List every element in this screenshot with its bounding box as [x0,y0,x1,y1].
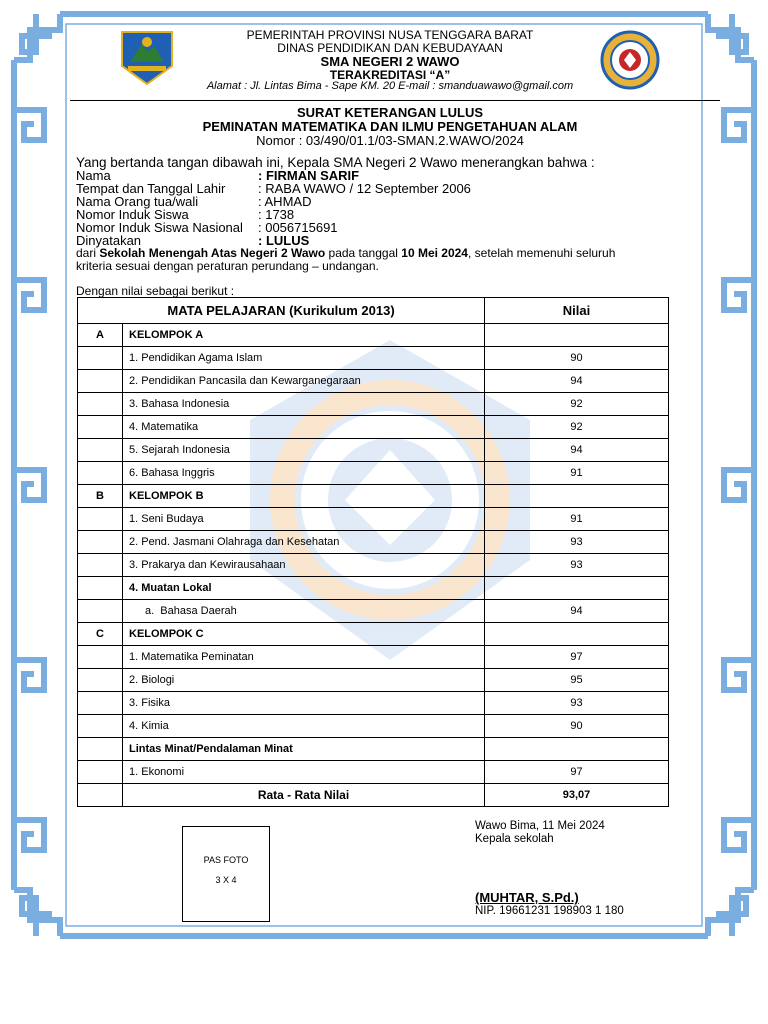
value-cell: 94 [485,600,669,623]
subject-cell: 4. Muatan Lokal [123,577,485,600]
subject-cell: KELOMPOK C [123,623,485,646]
table-row [78,646,669,669]
statement-date: 10 Mei 2024 [401,246,468,260]
subject-cell: KELOMPOK B [123,485,485,508]
subject-cell: 6. Bahasa Inggris [123,462,485,485]
group-code-cell [78,393,123,416]
subject-cell: 5. Sejarah Indonesia [123,439,485,462]
table-header-row [78,298,669,324]
subject-cell: 2. Biologi [123,669,485,692]
table-row [78,600,669,623]
group-code-cell [78,669,123,692]
intro-text: Yang bertanda tangan dibawah ini, Kepala SMA Negeri 2 Wawo menerangkan bahwa : [76,155,595,170]
statement-line-2: kriteria sesuai dengan peraturan perundang – undangan. [76,259,379,273]
signature-role: Kepala sekolah [475,833,554,845]
table-row [78,531,669,554]
statement-text: pada tanggal [325,246,402,260]
value-cell: 92 [485,393,669,416]
student-field-label: Nomor Induk Siswa Nasional [76,220,243,235]
student-field-value: : AHMAD [258,194,312,209]
column-header-subject: MATA PELAJARAN (Kurikulum 2013) [78,298,485,324]
subject-cell: 3. Prakarya dan Kewirausahaan [123,554,485,577]
letterhead-agency: DINAS PENDIDIKAN DAN KEBUDAYAAN [277,41,503,55]
student-field-label: Nomor Induk Siswa [76,207,189,222]
group-code-cell [78,600,123,623]
value-cell: 97 [485,646,669,669]
subject-cell: 4. Matematika [123,416,485,439]
table-row [78,485,669,508]
table-row [78,347,669,370]
group-code-cell [78,554,123,577]
value-cell: 91 [485,508,669,531]
table-row [78,324,669,347]
group-code-cell: A [78,324,123,347]
subject-cell: 3. Fisika [123,692,485,715]
group-code-cell [78,439,123,462]
group-code-cell [78,646,123,669]
group-code-cell [78,738,123,761]
table-row [78,623,669,646]
value-cell: 90 [485,347,669,370]
student-field-label: Nama Orang tua/wali [76,194,199,209]
grades-intro: Dengan nilai sebagai berikut : [76,284,235,298]
value-cell [485,577,669,600]
value-cell: 93,07 [485,784,669,807]
subject-cell: 1. Ekonomi [123,761,485,784]
table-row [78,462,669,485]
value-cell [485,623,669,646]
group-code-cell [78,347,123,370]
column-header-value: Nilai [485,298,669,324]
group-code-cell [78,761,123,784]
table-row [78,508,669,531]
document-number: Nomor : 03/490/01.1/03-SMAN.2.WAWO/2024 [256,133,524,148]
value-cell: 94 [485,439,669,462]
subject-cell: 1. Matematika Peminatan [123,646,485,669]
average-row [78,784,669,807]
subject-cell: 2. Pendidikan Pancasila dan Kewarganegaraan [123,370,485,393]
table-row [78,577,669,600]
value-cell: 93 [485,692,669,715]
value-cell: 97 [485,761,669,784]
table-row [78,738,669,761]
table-row [78,715,669,738]
letterhead-government: PEMERINTAH PROVINSI NUSA TENGGARA BARAT [246,28,534,42]
group-code-cell: C [78,623,123,646]
letterhead-school: SMA NEGERI 2 WAWO [320,54,460,69]
group-code-cell [78,692,123,715]
student-field-value: : LULUS [258,233,310,248]
photo-size: 3 X 4 [215,875,237,885]
subject-cell: 1. Pendidikan Agama Islam [123,347,485,370]
value-cell: 95 [485,669,669,692]
group-code-cell [78,577,123,600]
subject-cell: 4. Kimia [123,715,485,738]
subject-cell: 3. Bahasa Indonesia [123,393,485,416]
value-cell [485,738,669,761]
statement-school: Sekolah Menengah Atas Negeri 2 Wawo [99,246,326,260]
subject-cell: 1. Seni Budaya [123,508,485,531]
value-cell: 92 [485,416,669,439]
signature-place-date: Wawo Bima, 11 Mei 2024 [475,820,605,832]
subject-cell: KELOMPOK A [123,324,485,347]
signature-name: (MUHTAR, S.Pd.) [475,890,579,905]
student-field-label: Tempat dan Tanggal Lahir [76,181,226,196]
table-row [78,692,669,715]
group-code-cell [78,715,123,738]
table-row [78,370,669,393]
statement-text: dari [76,246,100,260]
letterhead-address: Alamat : Jl. Lintas Bima - Sape KM. 20 E-mail : smanduawawo@gmail.com [206,80,574,92]
value-cell: 91 [485,462,669,485]
value-cell: 93 [485,554,669,577]
group-code-cell [78,370,123,393]
group-code-cell [78,784,123,807]
letterhead-divider [70,100,720,101]
student-field-label: Dinyatakan [76,233,142,248]
value-cell: 93 [485,531,669,554]
student-field-value: : 0056715691 [258,220,338,235]
value-cell: 94 [485,370,669,393]
photo-placeholder [182,826,270,922]
table-row [78,439,669,462]
student-field-value: : RABA WAWO / 12 September 2006 [258,181,471,196]
table-row [78,393,669,416]
document-title: SURAT KETERANGAN LULUS [296,105,484,120]
subject-cell: 2. Pend. Jasmani Olahraga dan Kesehatan [123,531,485,554]
photo-label: PAS FOTO [203,855,249,865]
value-cell: 90 [485,715,669,738]
statement-line-1 [76,246,615,260]
table-row [78,761,669,784]
student-field-value: : 1738 [258,207,295,222]
group-code-cell [78,508,123,531]
value-cell [485,324,669,347]
letterhead-accreditation: TERAKREDITASI “A” [329,68,451,82]
student-field-value: : FIRMAN SARIF [258,168,360,183]
statement-text: , setelah memenuhi seluruh [467,246,616,260]
subject-cell: Rata - Rata Nilai [123,784,485,807]
value-cell [485,485,669,508]
signature-nip: NIP. 19661231 198903 1 180 [475,905,624,917]
group-code-cell: B [78,485,123,508]
table-row [78,416,669,439]
grades-table [77,297,669,807]
subject-cell: a. Bahasa Daerah [123,600,485,623]
group-code-cell [78,462,123,485]
document-subtitle: PEMINATAN MATEMATIKA DAN ILMU PENGETAHUAN ALAM [202,119,578,134]
table-row [78,554,669,577]
group-code-cell [78,416,123,439]
subject-cell: Lintas Minat/Pendalaman Minat [123,738,485,761]
student-field-label: Nama [76,168,111,183]
group-code-cell [78,531,123,554]
table-row [78,669,669,692]
